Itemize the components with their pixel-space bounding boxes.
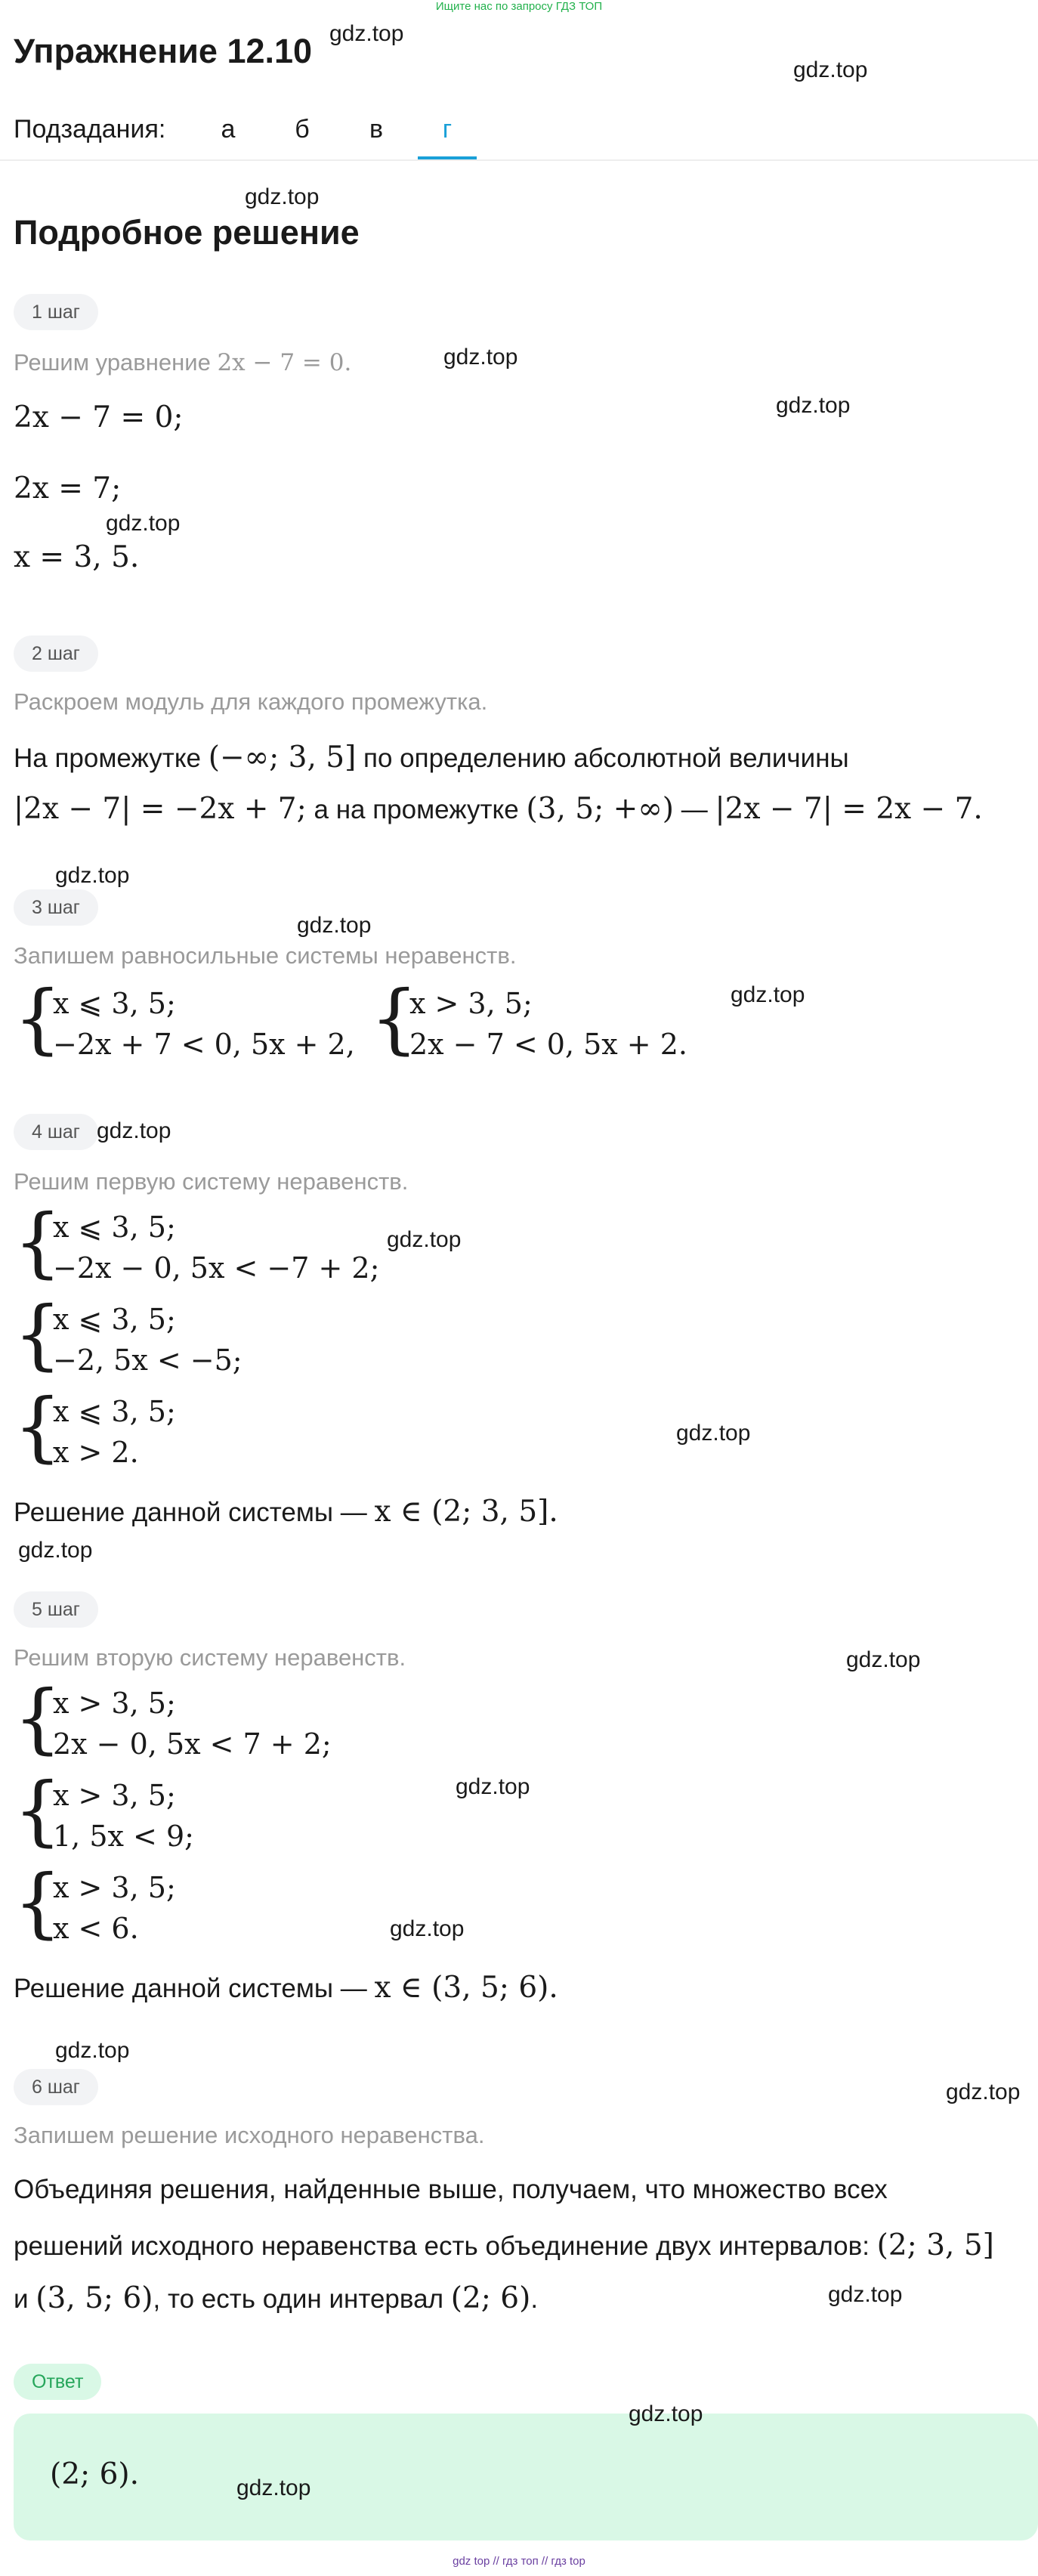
top-banner[interactable]: Ищите нас по запросу ГДЗ ТОП — [435, 0, 603, 13]
watermark: gdz.top — [236, 2475, 311, 2500]
watermark: gdz.top — [828, 2282, 903, 2307]
step-3-system-1: x ⩽ 3, 5; −2x + 7 < 0, 5x + 2, — [53, 987, 355, 1061]
watermark: gdz.top — [629, 2401, 703, 2426]
step-1-line-2: 2x = 7; — [14, 472, 122, 506]
tab-g[interactable]: г — [442, 115, 453, 144]
step-4-system-3: x ⩽ 3, 5; x > 2. — [53, 1395, 176, 1469]
answer-box — [14, 2414, 1038, 2540]
footer-links[interactable]: gdz top // гдз топ // гдз top — [453, 2555, 585, 2568]
answer-value: (2; 6). — [50, 2457, 139, 2491]
step-5-system-1: x > 3, 5; 2x − 0, 5x < 7 + 2; — [53, 1687, 332, 1761]
step-3-badge: 3 шаг — [14, 889, 98, 926]
watermark: gdz.top — [456, 1774, 530, 1799]
brace: { — [14, 1198, 62, 1286]
tab-b[interactable]: б — [295, 115, 310, 144]
tab-v[interactable]: в — [369, 115, 384, 144]
step-1-badge: 1 шаг — [14, 294, 98, 330]
watermark: gdz.top — [55, 2038, 130, 2063]
watermark: gdz.top — [390, 1916, 465, 1941]
watermark: gdz.top — [846, 1647, 921, 1672]
watermark: gdz.top — [793, 57, 868, 82]
step-5-result: Решение данной системы — x ∈ (3, 5; 6). — [14, 1971, 558, 2005]
step-5-system-2: x > 3, 5; 1, 5x < 9; — [53, 1779, 194, 1853]
brace: { — [14, 974, 62, 1062]
step-2-caption: Раскроем модуль для каждого промежутка. — [14, 688, 488, 715]
step-4-system-1: x ⩽ 3, 5; −2x − 0, 5x < −7 + 2; — [53, 1211, 380, 1285]
brace: { — [14, 1858, 62, 1947]
solution-title: Подробное решение — [14, 213, 360, 252]
brace: { — [14, 1382, 62, 1470]
watermark: gdz.top — [731, 982, 805, 1007]
step-6-badge: 6 шаг — [14, 2069, 98, 2105]
watermark: gdz.top — [776, 393, 851, 418]
watermark: gdz.top — [387, 1227, 462, 1252]
watermark: gdz.top — [245, 184, 320, 209]
step-4-result: Решение данной системы — x ∈ (2; 3, 5]. — [14, 1495, 558, 1529]
watermark: gdz.top — [443, 345, 518, 370]
step-1-line-1: 2x − 7 = 0; — [14, 400, 184, 434]
answer-badge: Ответ — [14, 2364, 101, 2400]
step-5-caption: Решим вторую систему неравенств. — [14, 1644, 406, 1671]
watermark: gdz.top — [329, 21, 404, 46]
watermark: gdz.top — [106, 511, 181, 536]
subtasks-label: Подзадания: — [14, 115, 166, 144]
step-5-system-3: x > 3, 5; x < 6. — [53, 1871, 176, 1945]
step-3-system-2: x > 3, 5; 2x − 7 < 0, 5x + 2. — [409, 987, 687, 1061]
watermark: gdz.top — [97, 1118, 171, 1143]
step-4-system-2: x ⩽ 3, 5; −2, 5x < −5; — [53, 1303, 243, 1377]
watermark: gdz.top — [18, 1538, 93, 1563]
step-3-caption: Запишем равносильные системы неравенств. — [14, 942, 517, 969]
active-tab-indicator — [418, 156, 477, 159]
brace: { — [370, 974, 419, 1062]
step-1-caption: Решим уравнение 2x − 7 = 0. — [14, 349, 352, 376]
step-4-badge: 4 шаг — [14, 1114, 98, 1150]
tab-a[interactable]: а — [221, 115, 236, 144]
watermark: gdz.top — [55, 863, 130, 888]
step-1-line-3: x = 3, 5. — [14, 540, 140, 574]
watermark: gdz.top — [297, 913, 372, 938]
step-2-badge: 2 шаг — [14, 635, 98, 672]
step-4-caption: Решим первую систему неравенств. — [14, 1168, 409, 1195]
brace: { — [14, 1290, 62, 1378]
step-5-badge: 5 шаг — [14, 1591, 98, 1628]
page-title: Упражнение 12.10 — [14, 32, 313, 70]
step-2-line-2: |2x − 7| = −2x + 7; а на промежутке (3, 5; +∞) — |2x − 7| = 2x − 7. — [14, 792, 983, 826]
brace: { — [14, 1674, 62, 1762]
watermark: gdz.top — [946, 2080, 1021, 2104]
step-6-line-3: и (3, 5; 6), то есть один интервал (2; 6). — [14, 2281, 539, 2315]
step-2-line-1: На промежутке (−∞; 3, 5] по определению абсолютной величины — [14, 741, 849, 775]
step-6-line-2: решений исходного неравенства есть объединение двух интервалов: (2; 3, 5] — [14, 2228, 994, 2262]
step-6-caption: Запишем решение исходного неравенства. — [14, 2122, 485, 2148]
watermark: gdz.top — [676, 1421, 751, 1446]
tabs-divider — [0, 159, 1038, 161]
brace: { — [14, 1766, 62, 1854]
step-6-line-1: Объединяя решения, найденные выше, получаем, что множество всех — [14, 2175, 888, 2204]
